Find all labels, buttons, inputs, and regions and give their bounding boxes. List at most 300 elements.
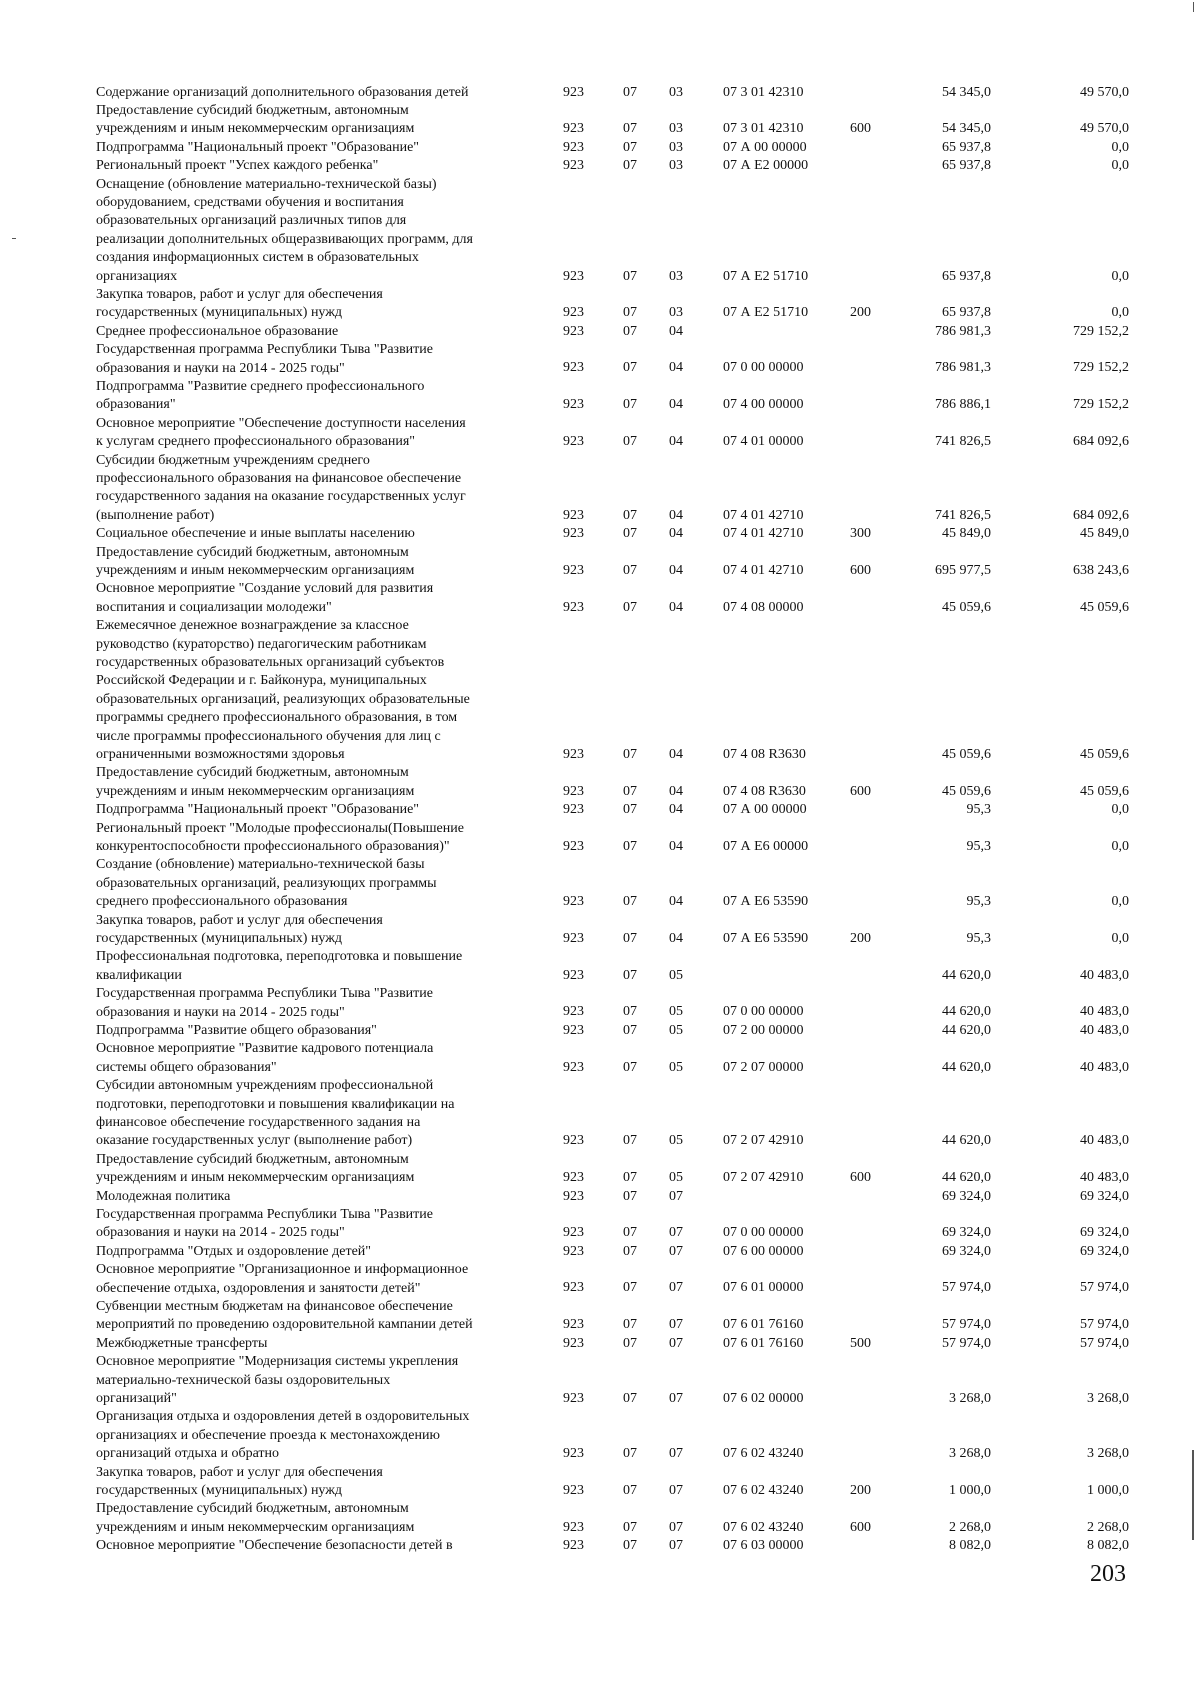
cell-subsection: 07 bbox=[669, 1317, 683, 1333]
cell-expense-type: 200 bbox=[850, 1482, 871, 1498]
cell-section: 07 bbox=[623, 1188, 637, 1204]
scan-edge-mark bbox=[12, 238, 16, 239]
cell-grbs: 923 bbox=[563, 1059, 584, 1075]
cell-target-article: 07 А Е6 00000 bbox=[723, 838, 809, 854]
row-name bbox=[96, 286, 536, 323]
table-row bbox=[0, 948, 1200, 985]
row-name bbox=[96, 912, 536, 949]
table-row bbox=[0, 1261, 1200, 1298]
cell-target-article: 07 4 01 42710 bbox=[723, 526, 804, 542]
cell-amount-year1: 57 974,0 bbox=[942, 1317, 991, 1333]
cell-target-article: 07 А Е6 53590 bbox=[723, 894, 809, 910]
cell-section: 07 bbox=[623, 1538, 637, 1554]
row-name-line: Предоставление субсидий бюджетным, автономным bbox=[96, 1151, 409, 1167]
row-name bbox=[96, 323, 536, 341]
cell-amount-year2: 57 974,0 bbox=[1080, 1317, 1129, 1333]
cell-subsection: 03 bbox=[669, 121, 683, 137]
row-name-line: Региональный проект "Успех каждого ребенка" bbox=[96, 158, 379, 174]
cell-subsection: 04 bbox=[669, 802, 683, 818]
row-name-line: Российской Федерации и г. Байконура, муниципальных bbox=[96, 673, 427, 689]
cell-grbs: 923 bbox=[563, 397, 584, 413]
cell-section: 07 bbox=[623, 507, 637, 523]
row-name-line: руководство (кураторство) педагогическим работникам bbox=[96, 636, 427, 652]
page-number: 203 bbox=[1090, 1561, 1126, 1587]
cell-target-article: 07 4 08 R3630 bbox=[723, 783, 806, 799]
row-name-line: Межбюджетные трансферты bbox=[96, 1335, 268, 1351]
table-row bbox=[0, 1537, 1200, 1555]
row-name-line: Подпрограмма "Развитие общего образования" bbox=[96, 1022, 377, 1038]
cell-subsection: 07 bbox=[669, 1335, 683, 1351]
row-name-line: образовательных организаций, реализующих программы bbox=[96, 875, 437, 891]
cell-grbs: 923 bbox=[563, 1188, 584, 1204]
row-name-line: Молодежная политика bbox=[96, 1188, 231, 1204]
row-name-line: подготовки, переподготовки и повышения квалификации на bbox=[96, 1096, 455, 1112]
cell-amount-year1: 57 974,0 bbox=[942, 1280, 991, 1296]
table-row bbox=[0, 525, 1200, 543]
cell-section: 07 bbox=[623, 268, 637, 284]
table-row bbox=[0, 1464, 1200, 1501]
row-name-line: Субсидии бюджетным учреждениям среднего bbox=[96, 452, 370, 468]
cell-section: 07 bbox=[623, 1335, 637, 1351]
cell-section: 07 bbox=[623, 802, 637, 818]
row-name-line: оказание государственных услуг (выполнение работ) bbox=[96, 1133, 413, 1149]
row-name-line: оборудованием, средствами обучения и воспитания bbox=[96, 194, 404, 210]
cell-amount-year1: 45 059,6 bbox=[942, 746, 991, 762]
row-name-line: финансовое обеспечение государственного задания на bbox=[96, 1114, 421, 1130]
cell-grbs: 923 bbox=[563, 1317, 584, 1333]
row-name bbox=[96, 1077, 536, 1151]
cell-subsection: 07 bbox=[669, 1225, 683, 1241]
cell-subsection: 07 bbox=[669, 1446, 683, 1462]
cell-amount-year2: 69 324,0 bbox=[1080, 1188, 1129, 1204]
cell-target-article: 07 2 07 42910 bbox=[723, 1133, 804, 1149]
cell-subsection: 04 bbox=[669, 746, 683, 762]
cell-section: 07 bbox=[623, 305, 637, 321]
cell-grbs: 923 bbox=[563, 1538, 584, 1554]
table-row bbox=[0, 1243, 1200, 1261]
cell-grbs: 923 bbox=[563, 323, 584, 339]
cell-amount-year1: 44 620,0 bbox=[942, 967, 991, 983]
cell-amount-year1: 69 324,0 bbox=[942, 1188, 991, 1204]
cell-section: 07 bbox=[623, 1243, 637, 1259]
cell-section: 07 bbox=[623, 1317, 637, 1333]
cell-amount-year1: 95,3 bbox=[966, 838, 991, 854]
cell-grbs: 923 bbox=[563, 526, 584, 542]
cell-section: 07 bbox=[623, 1280, 637, 1296]
cell-subsection: 05 bbox=[669, 1022, 683, 1038]
row-name-line: Основное мероприятие "Организационное и информационное bbox=[96, 1262, 469, 1278]
row-name bbox=[96, 341, 536, 378]
row-name-line: учреждениям и иным некоммерческим организациям bbox=[96, 1519, 415, 1535]
cell-subsection: 03 bbox=[669, 268, 683, 284]
row-name-line: мероприятий по проведению оздоровительной кампании детей bbox=[96, 1317, 473, 1333]
cell-grbs: 923 bbox=[563, 305, 584, 321]
scan-edge-mark bbox=[1192, 1450, 1194, 1540]
cell-target-article: 07 6 03 00000 bbox=[723, 1538, 804, 1554]
cell-subsection: 07 bbox=[669, 1243, 683, 1259]
cell-grbs: 923 bbox=[563, 802, 584, 818]
cell-subsection: 05 bbox=[669, 1004, 683, 1020]
cell-target-article: 07 6 02 43240 bbox=[723, 1482, 804, 1498]
cell-amount-year2: 638 243,6 bbox=[1073, 562, 1129, 578]
row-name bbox=[96, 1500, 536, 1537]
cell-amount-year1: 3 268,0 bbox=[949, 1446, 991, 1462]
cell-subsection: 07 bbox=[669, 1482, 683, 1498]
table-row bbox=[0, 801, 1200, 819]
row-name bbox=[96, 1022, 536, 1040]
row-name bbox=[96, 856, 536, 911]
cell-section: 07 bbox=[623, 746, 637, 762]
row-name-line: Профессиональная подготовка, переподготовка и повышение bbox=[96, 949, 463, 965]
cell-section: 07 bbox=[623, 783, 637, 799]
table-row bbox=[0, 1040, 1200, 1077]
cell-expense-type: 600 bbox=[850, 121, 871, 137]
cell-amount-year2: 0,0 bbox=[1111, 894, 1129, 910]
cell-section: 07 bbox=[623, 1519, 637, 1535]
cell-amount-year1: 95,3 bbox=[966, 930, 991, 946]
cell-subsection: 07 bbox=[669, 1280, 683, 1296]
row-name-line: квалификации bbox=[96, 967, 182, 983]
cell-amount-year1: 786 981,3 bbox=[935, 323, 991, 339]
row-name-line: Субвенции местным бюджетам на финансовое обеспечение bbox=[96, 1298, 453, 1314]
cell-amount-year1: 3 268,0 bbox=[949, 1390, 991, 1406]
cell-amount-year2: 729 152,2 bbox=[1073, 323, 1129, 339]
cell-amount-year1: 786 981,3 bbox=[935, 360, 991, 376]
cell-section: 07 bbox=[623, 1482, 637, 1498]
row-name bbox=[96, 525, 536, 543]
row-name-line: (выполнение работ) bbox=[96, 507, 215, 523]
cell-amount-year2: 0,0 bbox=[1111, 268, 1129, 284]
row-name bbox=[96, 1335, 536, 1353]
cell-section: 07 bbox=[623, 1133, 637, 1149]
cell-target-article: 07 4 01 42710 bbox=[723, 562, 804, 578]
row-name-line: образования" bbox=[96, 397, 176, 413]
row-name-line: Государственная программа Республики Тыва "Развитие bbox=[96, 1206, 433, 1222]
table-row bbox=[0, 985, 1200, 1022]
cell-amount-year1: 741 826,5 bbox=[935, 507, 991, 523]
cell-amount-year2: 40 483,0 bbox=[1080, 967, 1129, 983]
cell-expense-type: 600 bbox=[850, 1519, 871, 1535]
cell-expense-type: 600 bbox=[850, 1170, 871, 1186]
row-name-line: образования и науки на 2014 - 2025 годы" bbox=[96, 1225, 345, 1241]
cell-section: 07 bbox=[623, 139, 637, 155]
cell-subsection: 04 bbox=[669, 783, 683, 799]
row-name-line: государственных (муниципальных) нужд bbox=[96, 930, 343, 946]
cell-subsection: 04 bbox=[669, 360, 683, 376]
table-row bbox=[0, 1188, 1200, 1206]
row-name-line: конкурентоспособности профессионального образования)" bbox=[96, 838, 450, 854]
table-row bbox=[0, 856, 1200, 911]
table-row bbox=[0, 1022, 1200, 1040]
cell-amount-year1: 65 937,8 bbox=[942, 139, 991, 155]
cell-target-article: 07 6 02 00000 bbox=[723, 1390, 804, 1406]
cell-target-article: 07 6 01 76160 bbox=[723, 1335, 804, 1351]
cell-amount-year2: 2 268,0 bbox=[1087, 1519, 1129, 1535]
cell-subsection: 03 bbox=[669, 139, 683, 155]
table-row bbox=[0, 1500, 1200, 1537]
cell-grbs: 923 bbox=[563, 746, 584, 762]
row-name-line: обеспечение отдыха, оздоровления и занятости детей" bbox=[96, 1280, 421, 1296]
cell-grbs: 923 bbox=[563, 1335, 584, 1351]
cell-amount-year1: 54 345,0 bbox=[942, 84, 991, 100]
cell-grbs: 923 bbox=[563, 894, 584, 910]
row-name-line: Социальное обеспечение и иные выплаты населению bbox=[96, 526, 415, 542]
cell-amount-year2: 69 324,0 bbox=[1080, 1225, 1129, 1241]
row-name-line: Основное мероприятие "Развитие кадрового потенциала bbox=[96, 1041, 434, 1057]
cell-grbs: 923 bbox=[563, 1022, 584, 1038]
table-row bbox=[0, 617, 1200, 764]
cell-amount-year2: 40 483,0 bbox=[1080, 1004, 1129, 1020]
cell-target-article: 07 А Е2 51710 bbox=[723, 268, 809, 284]
cell-subsection: 05 bbox=[669, 1059, 683, 1075]
cell-section: 07 bbox=[623, 967, 637, 983]
row-name bbox=[96, 764, 536, 801]
cell-grbs: 923 bbox=[563, 1519, 584, 1535]
cell-target-article: 07 3 01 42310 bbox=[723, 84, 804, 100]
cell-target-article: 07 2 07 42910 bbox=[723, 1170, 804, 1186]
cell-target-article: 07 А Е2 00000 bbox=[723, 158, 809, 174]
cell-grbs: 923 bbox=[563, 1004, 584, 1020]
cell-section: 07 bbox=[623, 360, 637, 376]
cell-grbs: 923 bbox=[563, 930, 584, 946]
cell-subsection: 03 bbox=[669, 305, 683, 321]
cell-amount-year1: 2 268,0 bbox=[949, 1519, 991, 1535]
cell-amount-year2: 49 570,0 bbox=[1080, 84, 1129, 100]
cell-target-article: 07 4 00 00000 bbox=[723, 397, 804, 413]
row-name bbox=[96, 84, 536, 102]
cell-grbs: 923 bbox=[563, 783, 584, 799]
row-name-line: Региональный проект "Молодые профессионалы(Повышение bbox=[96, 820, 464, 836]
row-name-line: Государственная программа Республики Тыва "Развитие bbox=[96, 986, 433, 1002]
row-name-line: Основное мероприятие "Модернизация системы укрепления bbox=[96, 1354, 459, 1370]
cell-section: 07 bbox=[623, 323, 637, 339]
cell-amount-year2: 8 082,0 bbox=[1087, 1538, 1129, 1554]
cell-target-article: 07 6 02 43240 bbox=[723, 1519, 804, 1535]
cell-amount-year1: 44 620,0 bbox=[942, 1133, 991, 1149]
table-row bbox=[0, 764, 1200, 801]
row-name bbox=[96, 378, 536, 415]
row-name bbox=[96, 102, 536, 139]
cell-subsection: 07 bbox=[669, 1390, 683, 1406]
row-name bbox=[96, 617, 536, 764]
table-row bbox=[0, 1298, 1200, 1335]
row-name-line: Основное мероприятие "Создание условий для развития bbox=[96, 581, 434, 597]
cell-section: 07 bbox=[623, 1004, 637, 1020]
cell-amount-year1: 57 974,0 bbox=[942, 1335, 991, 1351]
cell-target-article: 07 4 01 42710 bbox=[723, 507, 804, 523]
cell-amount-year1: 44 620,0 bbox=[942, 1022, 991, 1038]
row-name-line: Организация отдыха и оздоровления детей в оздоровительных bbox=[96, 1409, 470, 1425]
cell-amount-year1: 45 059,6 bbox=[942, 599, 991, 615]
cell-grbs: 923 bbox=[563, 434, 584, 450]
row-name-line: государственных образовательных организаций субъектов bbox=[96, 654, 445, 670]
cell-target-article: 07 0 00 00000 bbox=[723, 360, 804, 376]
row-name bbox=[96, 580, 536, 617]
row-name-line: Государственная программа Республики Тыва "Развитие bbox=[96, 342, 433, 358]
table-row bbox=[0, 1335, 1200, 1353]
cell-subsection: 04 bbox=[669, 894, 683, 910]
cell-target-article: 07 А Е6 53590 bbox=[723, 930, 809, 946]
cell-section: 07 bbox=[623, 1225, 637, 1241]
table-row bbox=[0, 1077, 1200, 1151]
scan-edge-mark bbox=[1193, 2, 1194, 12]
row-name bbox=[96, 1040, 536, 1077]
cell-amount-year1: 44 620,0 bbox=[942, 1004, 991, 1020]
cell-subsection: 04 bbox=[669, 507, 683, 523]
cell-amount-year2: 0,0 bbox=[1111, 305, 1129, 321]
cell-amount-year2: 40 483,0 bbox=[1080, 1170, 1129, 1186]
cell-section: 07 bbox=[623, 158, 637, 174]
table-row bbox=[0, 1408, 1200, 1463]
cell-subsection: 04 bbox=[669, 930, 683, 946]
table-row bbox=[0, 341, 1200, 378]
row-name bbox=[96, 1298, 536, 1335]
row-name-line: организациях bbox=[96, 268, 178, 284]
row-name-line: к услугам среднего профессионального образования" bbox=[96, 434, 415, 450]
cell-subsection: 03 bbox=[669, 84, 683, 100]
cell-target-article: 07 2 00 00000 bbox=[723, 1022, 804, 1038]
cell-grbs: 923 bbox=[563, 84, 584, 100]
row-name bbox=[96, 415, 536, 452]
cell-amount-year1: 65 937,8 bbox=[942, 158, 991, 174]
row-name-line: Оснащение (обновление материально-технической базы) bbox=[96, 176, 437, 192]
table-row bbox=[0, 157, 1200, 175]
cell-grbs: 923 bbox=[563, 1280, 584, 1296]
row-name bbox=[96, 820, 536, 857]
cell-section: 07 bbox=[623, 599, 637, 615]
cell-subsection: 04 bbox=[669, 397, 683, 413]
row-name-line: системы общего образования" bbox=[96, 1059, 277, 1075]
cell-expense-type: 600 bbox=[850, 562, 871, 578]
cell-target-article: 07 0 00 00000 bbox=[723, 1225, 804, 1241]
row-name bbox=[96, 948, 536, 985]
cell-target-article: 07 2 07 00000 bbox=[723, 1059, 804, 1075]
cell-amount-year2: 40 483,0 bbox=[1080, 1022, 1129, 1038]
cell-amount-year2: 40 483,0 bbox=[1080, 1133, 1129, 1149]
cell-amount-year1: 786 886,1 bbox=[935, 397, 991, 413]
table-row bbox=[0, 415, 1200, 452]
row-name bbox=[96, 544, 536, 581]
cell-amount-year2: 3 268,0 bbox=[1087, 1390, 1129, 1406]
table-row bbox=[0, 820, 1200, 857]
cell-section: 07 bbox=[623, 1022, 637, 1038]
cell-amount-year2: 57 974,0 bbox=[1080, 1335, 1129, 1351]
cell-grbs: 923 bbox=[563, 268, 584, 284]
row-name bbox=[96, 1353, 536, 1408]
table-row bbox=[0, 1206, 1200, 1243]
row-name-line: воспитания и социализации молодежи" bbox=[96, 599, 332, 615]
cell-grbs: 923 bbox=[563, 562, 584, 578]
cell-subsection: 05 bbox=[669, 1133, 683, 1149]
cell-grbs: 923 bbox=[563, 838, 584, 854]
table-row bbox=[0, 286, 1200, 323]
cell-amount-year2: 729 152,2 bbox=[1073, 397, 1129, 413]
cell-target-article: 07 4 01 00000 bbox=[723, 434, 804, 450]
cell-target-article: 07 6 01 00000 bbox=[723, 1280, 804, 1296]
cell-section: 07 bbox=[623, 1390, 637, 1406]
cell-amount-year1: 695 977,5 bbox=[935, 562, 991, 578]
cell-amount-year2: 45 059,6 bbox=[1080, 783, 1129, 799]
row-name-line: создания информационных систем в образовательных bbox=[96, 250, 419, 266]
row-name-line: государственных (муниципальных) нужд bbox=[96, 1482, 343, 1498]
cell-grbs: 923 bbox=[563, 1133, 584, 1149]
cell-amount-year2: 3 268,0 bbox=[1087, 1446, 1129, 1462]
cell-expense-type: 200 bbox=[850, 930, 871, 946]
cell-amount-year1: 45 059,6 bbox=[942, 783, 991, 799]
cell-grbs: 923 bbox=[563, 121, 584, 137]
row-name-line: учреждениям и иным некоммерческим организациям bbox=[96, 1170, 415, 1186]
table-row bbox=[0, 102, 1200, 139]
cell-section: 07 bbox=[623, 121, 637, 137]
cell-grbs: 923 bbox=[563, 967, 584, 983]
row-name-line: Предоставление субсидий бюджетным, автономным bbox=[96, 544, 409, 560]
cell-subsection: 04 bbox=[669, 323, 683, 339]
cell-grbs: 923 bbox=[563, 139, 584, 155]
cell-amount-year1: 8 082,0 bbox=[949, 1538, 991, 1554]
cell-subsection: 05 bbox=[669, 1170, 683, 1186]
row-name-line: образовательных организаций, реализующих образовательные bbox=[96, 691, 470, 707]
row-name-line: Подпрограмма "Развитие среднего профессионального bbox=[96, 378, 425, 394]
cell-amount-year2: 1 000,0 bbox=[1087, 1482, 1129, 1498]
cell-grbs: 923 bbox=[563, 599, 584, 615]
row-name-line: среднего профессионального образования bbox=[96, 894, 348, 910]
cell-amount-year2: 684 092,6 bbox=[1073, 434, 1129, 450]
row-name-line: Содержание организаций дополнительного образования детей bbox=[96, 84, 469, 100]
row-name-line: образования и науки на 2014 - 2025 годы" bbox=[96, 1004, 345, 1020]
cell-amount-year2: 0,0 bbox=[1111, 802, 1129, 818]
row-name-line: Подпрограмма "Национальный проект "Образование" bbox=[96, 802, 420, 818]
row-name-line: государственного задания на оказание государственных услуг bbox=[96, 489, 466, 505]
row-name-line: программы среднего профессионального образования, в том bbox=[96, 710, 458, 726]
cell-amount-year1: 65 937,8 bbox=[942, 305, 991, 321]
row-name-line: числе программы профессионального обучения для лиц с bbox=[96, 728, 441, 744]
row-name-line: профессионального образования на финансовое обеспечение bbox=[96, 470, 462, 486]
row-name-line: Закупка товаров, работ и услуг для обеспечения bbox=[96, 286, 383, 302]
cell-amount-year2: 69 324,0 bbox=[1080, 1243, 1129, 1259]
row-name-line: Предоставление субсидий бюджетным, автономным bbox=[96, 102, 409, 118]
row-name-line: учреждениям и иным некоммерческим организациям bbox=[96, 783, 415, 799]
cell-target-article: 07 3 01 42310 bbox=[723, 121, 804, 137]
cell-amount-year2: 684 092,6 bbox=[1073, 507, 1129, 523]
cell-target-article: 07 А 00 00000 bbox=[723, 802, 807, 818]
cell-grbs: 923 bbox=[563, 1225, 584, 1241]
cell-section: 07 bbox=[623, 930, 637, 946]
table-row bbox=[0, 176, 1200, 286]
row-name-line: организаций отдыха и обратно bbox=[96, 1446, 280, 1462]
cell-amount-year1: 45 849,0 bbox=[942, 526, 991, 542]
table-row bbox=[0, 452, 1200, 526]
cell-target-article: 07 6 02 43240 bbox=[723, 1446, 804, 1462]
row-name-line: образования и науки на 2014 - 2025 годы" bbox=[96, 360, 345, 376]
cell-grbs: 923 bbox=[563, 158, 584, 174]
cell-amount-year2: 0,0 bbox=[1111, 930, 1129, 946]
row-name bbox=[96, 176, 536, 286]
table-row bbox=[0, 544, 1200, 581]
cell-target-article: 07 6 00 00000 bbox=[723, 1243, 804, 1259]
cell-amount-year1: 44 620,0 bbox=[942, 1170, 991, 1186]
cell-amount-year1: 95,3 bbox=[966, 894, 991, 910]
cell-grbs: 923 bbox=[563, 1243, 584, 1259]
row-name bbox=[96, 1261, 536, 1298]
cell-section: 07 bbox=[623, 526, 637, 542]
row-name-line: Ежемесячное денежное вознаграждение за классное bbox=[96, 618, 409, 634]
cell-grbs: 923 bbox=[563, 1170, 584, 1186]
cell-subsection: 05 bbox=[669, 967, 683, 983]
cell-amount-year1: 69 324,0 bbox=[942, 1243, 991, 1259]
row-name bbox=[96, 1464, 536, 1501]
row-name bbox=[96, 985, 536, 1022]
cell-target-article: 07 А 00 00000 bbox=[723, 139, 807, 155]
